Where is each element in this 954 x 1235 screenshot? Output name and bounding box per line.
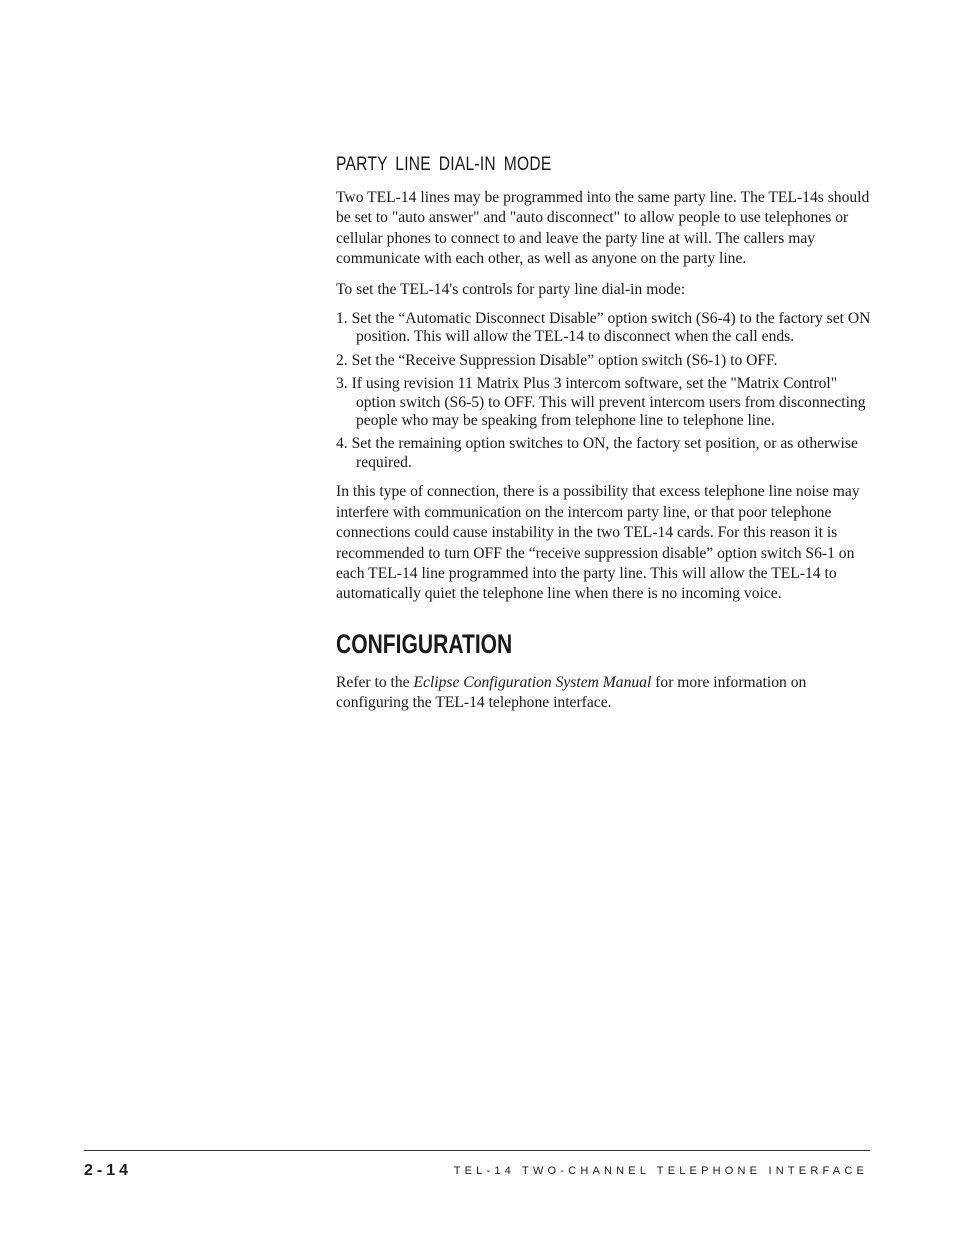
configuration-paragraph <box>336 673 872 714</box>
step-text: Set the “Receive Suppression Disable” option switch (S6-1) to OFF. <box>351 351 778 369</box>
list-item <box>336 310 872 347</box>
intro-paragraph: Two TEL-14 lines may be programmed into the same party line. The TEL-14s should be set to "auto answer" and "auto disconnect" to allow people to use telephones or cellular phones to connect to and leave the party line at will. The callers may communicate with each other, as well as anyone on the party line. <box>336 189 870 268</box>
configuration-text-before: Refer to the <box>336 673 414 691</box>
list-item <box>336 435 872 472</box>
step-number: 1. <box>336 310 348 328</box>
manual-title: Eclipse Configuration System Manual <box>413 673 652 691</box>
step-number: 4. <box>336 435 348 453</box>
configuration-heading: CONFIGURATION <box>336 628 513 659</box>
step-number: 2. <box>336 351 348 369</box>
lead-in-paragraph: To set the TEL-14's controls for party line dial-in mode: <box>336 280 686 298</box>
step-text: If using revision 11 Matrix Plus 3 intercom software, set the "Matrix Control" option switch (S6-5) to OFF. This will prevent intercom users from disconnecting people who may be speaking from telephone line to telephone line. <box>351 375 866 430</box>
steps-list <box>336 310 872 472</box>
list-item <box>336 375 872 430</box>
step-text: Set the remaining option switches to ON, the factory set position, or as otherwise required. <box>351 435 858 471</box>
list-item <box>336 352 872 370</box>
configuration-text-after: for more information on configuring the TEL-14 telephone interface. <box>336 673 807 712</box>
page-number: 2-14 <box>84 1162 133 1179</box>
step-number: 3. <box>336 375 348 393</box>
closing-paragraph: In this type of connection, there is a possibility that excess telephone line noise may interfere with communication on the intercom party line, or that poor telephone connections could cause instability in the two TEL-14 cards. For this reason it is recommended to turn OFF the “receive suppression disable” option switch S6-1 on each TEL-14 line programmed into the party line. This will allow the TEL-14 to automatically quiet the telephone line when there is no incoming voice. <box>336 483 860 603</box>
section-heading: PARTY LINE DIAL-IN MODE <box>336 154 552 175</box>
running-footer-title: TEL-14 TWO-CHANNEL TELEPHONE INTERFACE <box>453 1165 868 1177</box>
step-text: Set the “Automatic Disconnect Disable” option switch (S6-4) to the factory set ON position. This will allow the TEL-14 to disconnect when the call ends. <box>351 310 871 346</box>
page-content <box>336 152 872 724</box>
footer-rule <box>84 1150 870 1151</box>
